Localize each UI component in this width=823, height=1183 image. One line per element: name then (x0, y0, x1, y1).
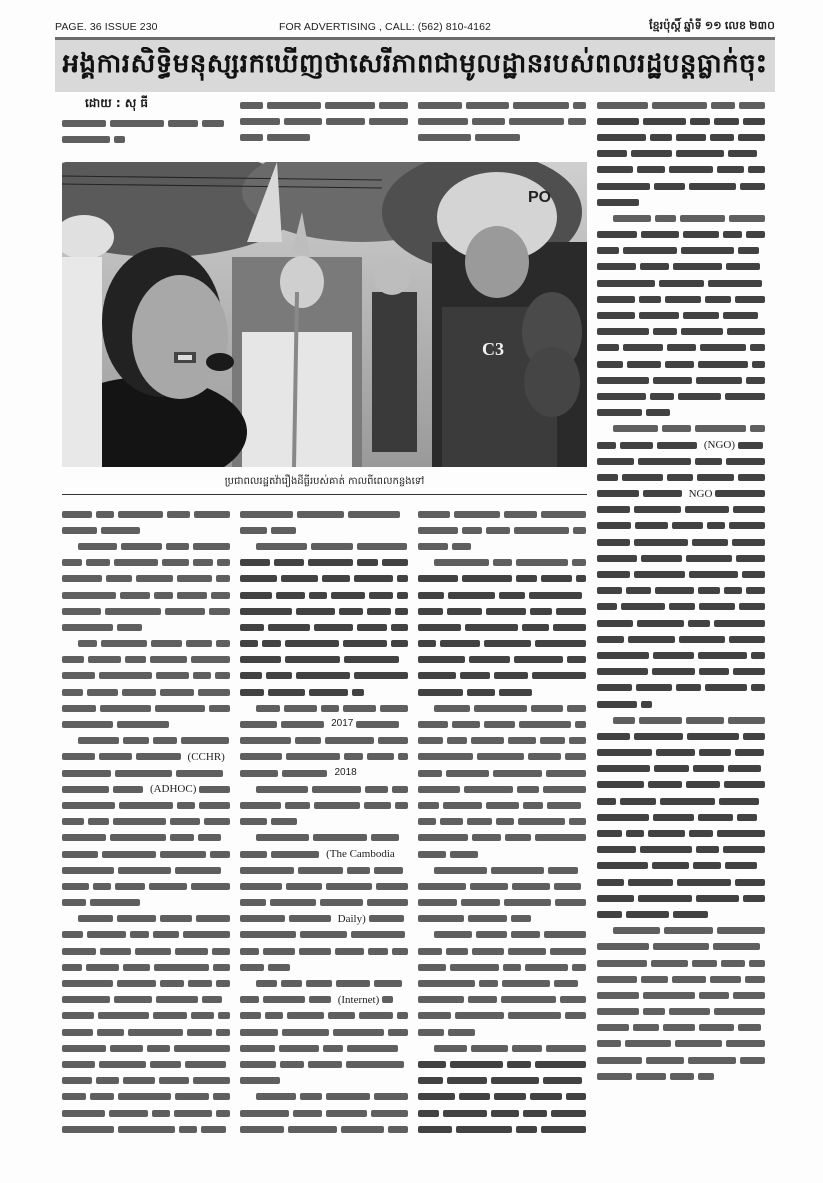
text-line (597, 307, 769, 323)
text-line (597, 906, 769, 922)
page-issue-label: PAGE. 36 ISSUE 230 (55, 21, 158, 33)
text-line (62, 1056, 234, 1072)
text-line (418, 652, 590, 668)
text-line (240, 538, 412, 554)
text-line (62, 1040, 234, 1056)
news-photo (62, 162, 587, 467)
text-line (62, 878, 234, 894)
text-line (418, 1105, 590, 1121)
text-line (418, 506, 590, 522)
text-line (597, 518, 769, 534)
text-line (62, 603, 234, 619)
text-line (240, 619, 412, 635)
text-line (62, 636, 234, 652)
text-line (597, 728, 769, 744)
text-line (240, 878, 412, 894)
text-line (418, 571, 590, 587)
text-line (418, 797, 590, 813)
text-line (597, 825, 769, 841)
text-line (597, 178, 769, 194)
text-line (240, 765, 412, 781)
text-line (597, 793, 769, 809)
text-line (597, 599, 769, 615)
text-line (597, 1052, 769, 1068)
text-line (597, 696, 769, 712)
text-line (240, 797, 412, 813)
text-line (597, 275, 769, 291)
text-line (597, 712, 769, 728)
text-line (240, 636, 412, 652)
text-line (240, 506, 412, 522)
text-line (62, 506, 234, 522)
text-line (418, 1056, 590, 1072)
text-line (597, 469, 769, 485)
text-line (418, 927, 590, 943)
text-line (418, 878, 590, 894)
text-line (597, 421, 769, 437)
text-line (240, 522, 412, 538)
text-line (240, 113, 412, 129)
text-line (240, 129, 412, 145)
text-line (240, 603, 412, 619)
text-line (597, 534, 769, 550)
text-line (240, 1073, 412, 1089)
text-line (240, 716, 412, 732)
text-line (597, 405, 769, 421)
text-line (240, 1105, 412, 1121)
inline-latin-text: (ADHOC) (149, 783, 197, 796)
text-line (597, 566, 769, 582)
text-line (62, 992, 234, 1008)
text-line (240, 555, 412, 571)
column-1 (62, 506, 234, 1137)
text-line (597, 987, 769, 1003)
text-line (597, 923, 769, 939)
text-line (418, 603, 590, 619)
text-line (597, 1068, 769, 1084)
protest-photo-graphic (62, 162, 587, 467)
text-line (240, 927, 412, 943)
text-line (418, 862, 590, 878)
text-line (597, 745, 769, 761)
text-line (418, 846, 590, 862)
text-line (240, 814, 412, 830)
text-line (597, 259, 769, 275)
column-4 (597, 97, 769, 1084)
text-line (62, 927, 234, 943)
text-line (62, 652, 234, 668)
text-line (62, 781, 234, 797)
inline-latin-text: Daily) (337, 912, 366, 925)
text-line (418, 830, 590, 846)
text-line (597, 858, 769, 874)
text-line (597, 372, 769, 388)
text-line (597, 129, 769, 145)
text-line (597, 890, 769, 906)
text-line (418, 749, 590, 765)
inline-latin-text: 2018 (334, 767, 357, 778)
headline-banner (55, 40, 775, 92)
text-line (240, 830, 412, 846)
running-header (55, 20, 775, 34)
text-line (597, 1020, 769, 1036)
text-line (597, 453, 769, 469)
armor-label: C3 (482, 339, 504, 359)
text-line (418, 895, 590, 911)
text-line (418, 1121, 590, 1137)
text-line (62, 619, 234, 635)
text-line (62, 959, 234, 975)
text-line (62, 830, 234, 846)
text-line (597, 939, 769, 955)
text-line (418, 684, 590, 700)
text-line (62, 911, 234, 927)
text-line (597, 388, 769, 404)
text-line (418, 1040, 590, 1056)
text-line (418, 733, 590, 749)
text-line (240, 895, 412, 911)
text-line (418, 716, 590, 732)
text-line (62, 943, 234, 959)
text-line (62, 587, 234, 603)
inline-latin-text: 2017 (331, 718, 354, 730)
text-line (597, 615, 769, 631)
text-line (62, 975, 234, 991)
advertising-contact: FOR ADVERTISING , CALL: (562) 810-4162 (279, 21, 491, 33)
text-line (597, 437, 769, 453)
text-line (240, 1089, 412, 1105)
text-line (597, 243, 769, 259)
text-line (62, 684, 234, 700)
text-line (597, 97, 769, 113)
byline-text: ដោយ : សុ ធី (85, 96, 149, 110)
text-line (597, 162, 769, 178)
text-line (597, 502, 769, 518)
text-line (240, 1008, 412, 1024)
text-line (418, 959, 590, 975)
text-line (240, 911, 412, 927)
text-line (62, 668, 234, 684)
text-line (597, 291, 769, 307)
text-line (597, 146, 769, 162)
text-line (62, 538, 234, 554)
text-line (597, 210, 769, 226)
text-line (597, 842, 769, 858)
text-line (62, 749, 234, 765)
text-line (597, 761, 769, 777)
text-line (418, 522, 590, 538)
text-line (62, 846, 234, 862)
text-line (62, 1105, 234, 1121)
text-line (240, 992, 412, 1008)
text-line (418, 538, 590, 554)
text-line (418, 765, 590, 781)
text-line (597, 227, 769, 243)
text-line (597, 809, 769, 825)
text-line (418, 700, 590, 716)
text-line (62, 131, 234, 147)
text-line (62, 571, 234, 587)
text-line (418, 992, 590, 1008)
text-line (418, 587, 590, 603)
text-line (597, 777, 769, 793)
text-line (240, 97, 412, 113)
text-line (418, 1024, 590, 1040)
text-line (62, 1008, 234, 1024)
text-line (597, 874, 769, 890)
text-line (597, 340, 769, 356)
text-line (597, 955, 769, 971)
text-line (418, 814, 590, 830)
text-line (62, 522, 234, 538)
text-line (418, 911, 590, 927)
text-line (418, 668, 590, 684)
text-line (62, 1073, 234, 1089)
text-line (597, 680, 769, 696)
text-line (240, 1024, 412, 1040)
text-line (597, 647, 769, 663)
text-line (240, 862, 412, 878)
text-line (62, 115, 234, 131)
text-line (418, 975, 590, 991)
text-line (418, 113, 590, 129)
text-line (418, 1008, 590, 1024)
caption-rule (62, 494, 587, 495)
text-line (62, 895, 234, 911)
text-line (240, 943, 412, 959)
text-line (597, 486, 769, 502)
text-line (62, 555, 234, 571)
text-line (418, 97, 590, 113)
text-line (62, 716, 234, 732)
inline-latin-text: NGO (688, 487, 713, 500)
text-line (240, 571, 412, 587)
text-line (240, 846, 412, 862)
text-line (62, 765, 234, 781)
helmet-label: PO (528, 189, 552, 206)
text-line (62, 733, 234, 749)
text-line (597, 631, 769, 647)
issue-khmer-label: ខ្មែរប៉ុស្តិ៍ ឆ្នាំទី ១១ លេខ ២៣០ (649, 20, 775, 32)
text-line (418, 129, 590, 145)
text-line (240, 1040, 412, 1056)
text-line (62, 814, 234, 830)
text-line (240, 749, 412, 765)
text-line (597, 583, 769, 599)
text-line (240, 700, 412, 716)
headline-title: អង្គការសិទ្ធិមនុស្សរកឃើញថាសេរីភាពជាមូលដ្ឋានរបស់ពលរដ្ឋបន្តធ្លាក់ចុះ (62, 49, 768, 79)
inline-latin-text: (NGO) (703, 438, 736, 451)
column-1-intro (62, 115, 234, 147)
text-line (597, 324, 769, 340)
column-3 (418, 506, 590, 1137)
text-line (597, 971, 769, 987)
text-line (240, 1121, 412, 1137)
text-line (418, 619, 590, 635)
column-2 (240, 506, 412, 1137)
text-line (240, 959, 412, 975)
text-line (418, 943, 590, 959)
text-line (418, 555, 590, 571)
text-line (597, 550, 769, 566)
text-line (240, 668, 412, 684)
photo-caption: ប្រជាពលរដ្ឋតវ៉ារឿងដីធ្លីរបស់គាត់ កាលពីពេលកន្លងទៅ (224, 475, 425, 487)
text-line (597, 1036, 769, 1052)
byline (85, 96, 148, 112)
text-line (597, 1004, 769, 1020)
text-line (597, 113, 769, 129)
text-line (240, 1056, 412, 1072)
text-line (62, 797, 234, 813)
text-line (597, 664, 769, 680)
text-line (240, 781, 412, 797)
text-line (62, 862, 234, 878)
text-line (240, 975, 412, 991)
text-line (418, 636, 590, 652)
text-line (418, 781, 590, 797)
text-line (62, 1089, 234, 1105)
text-line (62, 700, 234, 716)
inline-latin-text: (Internet) (337, 993, 380, 1006)
inline-latin-text: (CCHR) (187, 750, 225, 763)
text-line (240, 587, 412, 603)
text-line (240, 652, 412, 668)
text-line (418, 1089, 590, 1105)
text-line (240, 733, 412, 749)
text-line (62, 1024, 234, 1040)
text-line (597, 194, 769, 210)
text-line (62, 1121, 234, 1137)
text-line (240, 684, 412, 700)
inline-latin-text: (The Cambodia (326, 847, 395, 860)
column-3-intro (418, 97, 590, 146)
text-line (418, 1073, 590, 1089)
column-2-intro (240, 97, 412, 146)
text-line (597, 356, 769, 372)
